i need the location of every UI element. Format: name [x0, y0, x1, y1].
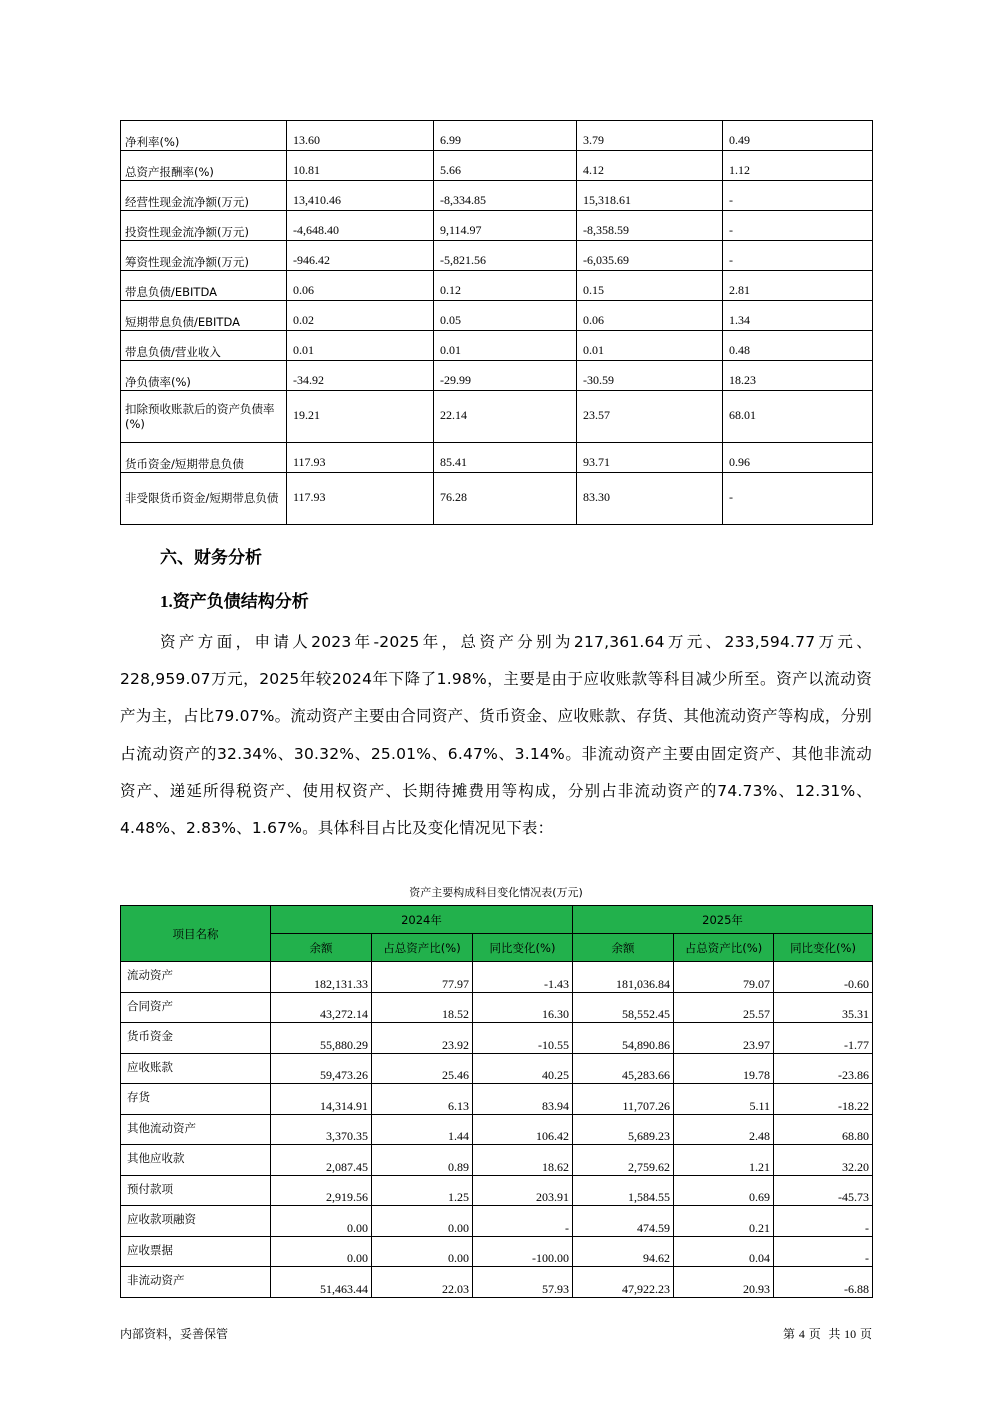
asset-value: 2,087.45 — [271, 1145, 372, 1176]
asset-value: 0.69 — [674, 1175, 774, 1206]
asset-value: -18.22 — [774, 1084, 873, 1115]
asset-value: 40.25 — [473, 1053, 573, 1084]
ratio-label: 净利率(%) — [121, 121, 287, 151]
asset-item-name: 预付款项 — [121, 1175, 271, 1206]
asset-value: -1.43 — [473, 962, 573, 993]
asset-value: 94.62 — [573, 1236, 674, 1267]
asset-analysis-paragraph: 资产方面，申请人2023年-2025年，总资产分别为217,361.64万元、233,594.77万元、228,959.07万元，2025年较2024年下降了1.98%，主要是由于应收账款等科目减少所至。资产以流动资产为主，占比79.07%。流动资产主要由合同资产、货币资金、应收账款、存货、其他流动资产等构成，分别占流动资产的32.34%、30.32%、25.01%、6.47%、3.14%。非流动资产主要由固定资产、其他非流动资产、递延所得税资产、使用权资产、长期待摊费用等构成，分别占非流动资产的74.73%、12.31%、4.48%、2.83%、1.67%。具体科目占比及变化情况见下表： — [120, 633, 872, 838]
asset-value: -100.00 — [473, 1236, 573, 1267]
ratio-label: 总资产报酬率(%) — [121, 151, 287, 181]
ratio-value: -8,334.85 — [434, 181, 577, 211]
asset-item-name: 应收账款 — [121, 1053, 271, 1084]
asset-value: - — [774, 1206, 873, 1237]
ratio-value: 0.01 — [434, 331, 577, 361]
ratio-value: 13,410.46 — [287, 181, 434, 211]
asset-item-name: 应收款项融资 — [121, 1206, 271, 1237]
header-yoy: 同比变化(%) — [473, 934, 573, 962]
asset-item-name: 其他流动资产 — [121, 1114, 271, 1145]
ratio-value: -30.59 — [577, 361, 723, 391]
financial-ratio-table — [120, 120, 873, 525]
ratio-value: -29.99 — [434, 361, 577, 391]
asset-table-header — [121, 906, 873, 962]
ratio-value: -6,035.69 — [577, 241, 723, 271]
ratio-value: 2.81 — [723, 271, 873, 301]
table-row — [121, 301, 873, 331]
asset-value: -1.77 — [774, 1023, 873, 1054]
header-yoy: 同比变化(%) — [774, 934, 873, 962]
ratio-value: 1.12 — [723, 151, 873, 181]
ratio-value: 0.05 — [434, 301, 577, 331]
ratio-value: -4,648.40 — [287, 211, 434, 241]
asset-value: 55,880.29 — [271, 1023, 372, 1054]
financial-ratio-table-body — [121, 121, 873, 525]
ratio-value: 76.28 — [434, 473, 577, 525]
asset-item-name: 非流动资产 — [121, 1267, 271, 1298]
header-balance: 余额 — [573, 934, 674, 962]
table-row — [121, 1053, 873, 1084]
asset-item-name: 应收票据 — [121, 1236, 271, 1267]
ratio-label: 经营性现金流净额(万元) — [121, 181, 287, 211]
table-row — [121, 361, 873, 391]
asset-value: -23.86 — [774, 1053, 873, 1084]
asset-value: -0.60 — [774, 962, 873, 993]
ratio-value: -5,821.56 — [434, 241, 577, 271]
asset-value: 203.91 — [473, 1175, 573, 1206]
table-row — [121, 271, 873, 301]
ratio-label: 筹资性现金流净额(万元) — [121, 241, 287, 271]
table-row — [121, 1145, 873, 1176]
asset-value: 182,131.33 — [271, 962, 372, 993]
ratio-value: 0.06 — [577, 301, 723, 331]
asset-item-name: 合同资产 — [121, 992, 271, 1023]
ratio-value: 0.01 — [287, 331, 434, 361]
asset-value: 16.30 — [473, 992, 573, 1023]
ratio-value: 3.79 — [577, 121, 723, 151]
subsection-heading — [160, 587, 309, 612]
ratio-value: 13.60 — [287, 121, 434, 151]
table-row — [121, 443, 873, 473]
footer-confidential-note: 内部资料，妥善保管 — [120, 1327, 229, 1341]
ratio-value: 85.41 — [434, 443, 577, 473]
ratio-value: - — [723, 473, 873, 525]
ratio-value: 0.06 — [287, 271, 434, 301]
asset-value: 47,922.23 — [573, 1267, 674, 1298]
ratio-value: 0.15 — [577, 271, 723, 301]
header-year-2025: 2025年 — [573, 906, 873, 934]
ratio-label: 带息负债/营业收入 — [121, 331, 287, 361]
ratio-value: 0.12 — [434, 271, 577, 301]
ratio-label: 投资性现金流净额(万元) — [121, 211, 287, 241]
ratio-value: - — [723, 211, 873, 241]
table-row — [121, 151, 873, 181]
ratio-value: 5.66 — [434, 151, 577, 181]
table-row — [121, 211, 873, 241]
ratio-value: 10.81 — [287, 151, 434, 181]
asset-value: 106.42 — [473, 1114, 573, 1145]
asset-value: 57.93 — [473, 1267, 573, 1298]
ratio-label: 扣除预收账款后的资产负债率(%) — [121, 391, 287, 443]
asset-value: 18.52 — [372, 992, 473, 1023]
asset-value: 43,272.14 — [271, 992, 372, 1023]
ratio-value: 0.48 — [723, 331, 873, 361]
table-row — [121, 391, 873, 443]
table-row — [121, 121, 873, 151]
ratio-value: 0.02 — [287, 301, 434, 331]
table-row — [121, 1175, 873, 1206]
asset-item-name: 其他应收款 — [121, 1145, 271, 1176]
ratio-value: 0.96 — [723, 443, 873, 473]
asset-value: 6.13 — [372, 1084, 473, 1115]
asset-value: 83.94 — [473, 1084, 573, 1115]
asset-item-name: 货币资金 — [121, 1023, 271, 1054]
asset-value: 79.07 — [674, 962, 774, 993]
asset-value: 5.11 — [674, 1084, 774, 1115]
asset-value: 59,473.26 — [271, 1053, 372, 1084]
table-row — [121, 1236, 873, 1267]
asset-value: 18.62 — [473, 1145, 573, 1176]
asset-value: -10.55 — [473, 1023, 573, 1054]
ratio-value: 0.01 — [577, 331, 723, 361]
table-row — [121, 181, 873, 211]
asset-value: 32.20 — [774, 1145, 873, 1176]
asset-value: 25.46 — [372, 1053, 473, 1084]
ratio-value: 19.21 — [287, 391, 434, 443]
ratio-value: 4.12 — [577, 151, 723, 181]
asset-value: 25.57 — [674, 992, 774, 1023]
ratio-value: 1.34 — [723, 301, 873, 331]
asset-value: 2.48 — [674, 1114, 774, 1145]
page-prefix: 第 — [783, 1327, 796, 1341]
asset-value: 0.89 — [372, 1145, 473, 1176]
asset-value: 45,283.66 — [573, 1053, 674, 1084]
table-row — [121, 1114, 873, 1145]
asset-value: 474.59 — [573, 1206, 674, 1237]
asset-value: 11,707.26 — [573, 1084, 674, 1115]
header-share: 占总资产比(%) — [372, 934, 473, 962]
ratio-label: 货币资金/短期带息负债 — [121, 443, 287, 473]
asset-value: 0.00 — [372, 1206, 473, 1237]
header-item-name: 项目名称 — [121, 906, 271, 962]
asset-value: 58,552.45 — [573, 992, 674, 1023]
ratio-label: 带息负债/EBITDA — [121, 271, 287, 301]
asset-value: 19.78 — [674, 1053, 774, 1084]
asset-value: 1.44 — [372, 1114, 473, 1145]
asset-value: 23.92 — [372, 1023, 473, 1054]
page-current: 4 — [798, 1327, 805, 1341]
asset-value: 1,584.55 — [573, 1175, 674, 1206]
header-balance: 余额 — [271, 934, 372, 962]
ratio-label: 净负债率(%) — [121, 361, 287, 391]
asset-value: 2,919.56 — [271, 1175, 372, 1206]
table-row — [121, 473, 873, 525]
asset-value: 0.21 — [674, 1206, 774, 1237]
table-row — [121, 1206, 873, 1237]
asset-value: 77.97 — [372, 962, 473, 993]
asset-composition-table — [120, 905, 873, 1298]
asset-value: 0.00 — [271, 1236, 372, 1267]
asset-value: 35.31 — [774, 992, 873, 1023]
asset-value: 14,314.91 — [271, 1084, 372, 1115]
ratio-value: 15,318.61 — [577, 181, 723, 211]
ratio-value: - — [723, 181, 873, 211]
table-caption: 资产主要构成科目变化情况表(万元) — [409, 886, 583, 899]
ratio-value: 18.23 — [723, 361, 873, 391]
table-row — [121, 962, 873, 993]
asset-item-name: 存货 — [121, 1084, 271, 1115]
ratio-value: 68.01 — [723, 391, 873, 443]
asset-value: -6.88 — [774, 1267, 873, 1298]
asset-value: 22.03 — [372, 1267, 473, 1298]
asset-table-body — [121, 962, 873, 1298]
asset-value: 0.00 — [372, 1236, 473, 1267]
asset-value: 54,890.86 — [573, 1023, 674, 1054]
ratio-value: 0.49 — [723, 121, 873, 151]
ratio-value: -34.92 — [287, 361, 434, 391]
asset-value: 1.21 — [674, 1145, 774, 1176]
ratio-value: 117.93 — [287, 443, 434, 473]
asset-value: 5,689.23 — [573, 1114, 674, 1145]
table-row — [121, 331, 873, 361]
ratio-value: 23.57 — [577, 391, 723, 443]
table-row — [121, 241, 873, 271]
ratio-label: 短期带息负债/EBITDA — [121, 301, 287, 331]
asset-value: 2,759.62 — [573, 1145, 674, 1176]
table-row — [121, 1267, 873, 1298]
asset-value: - — [774, 1236, 873, 1267]
page-mid: 页 共 — [808, 1327, 841, 1341]
ratio-value: -946.42 — [287, 241, 434, 271]
table-row — [121, 992, 873, 1023]
ratio-value: -8,358.59 — [577, 211, 723, 241]
asset-value: 1.25 — [372, 1175, 473, 1206]
asset-value: 0.00 — [271, 1206, 372, 1237]
page-suffix: 页 — [859, 1327, 872, 1341]
asset-value: 3,370.35 — [271, 1114, 372, 1145]
asset-value: 181,036.84 — [573, 962, 674, 993]
asset-item-name: 流动资产 — [121, 962, 271, 993]
ratio-value: 117.93 — [287, 473, 434, 525]
subsection-number: 1. — [160, 592, 173, 611]
section-heading: 六、财务分析 — [160, 548, 262, 568]
ratio-value: 83.30 — [577, 473, 723, 525]
asset-value: 23.97 — [674, 1023, 774, 1054]
ratio-value: 6.99 — [434, 121, 577, 151]
ratio-value: - — [723, 241, 873, 271]
asset-value: 20.93 — [674, 1267, 774, 1298]
subsection-title: 资产负债结构分析 — [172, 592, 309, 612]
footer-page-number — [783, 1325, 872, 1342]
asset-value: - — [473, 1206, 573, 1237]
table-row — [121, 1084, 873, 1115]
asset-value: 68.80 — [774, 1114, 873, 1145]
header-year-2024: 2024年 — [271, 906, 573, 934]
ratio-value: 9,114.97 — [434, 211, 577, 241]
asset-value: -45.73 — [774, 1175, 873, 1206]
page-total: 10 — [844, 1327, 857, 1341]
asset-value: 51,463.44 — [271, 1267, 372, 1298]
ratio-label: 非受限货币资金/短期带息负债 — [121, 473, 287, 525]
asset-value: 0.04 — [674, 1236, 774, 1267]
ratio-value: 22.14 — [434, 391, 577, 443]
ratio-value: 93.71 — [577, 443, 723, 473]
table-row — [121, 1023, 873, 1054]
header-share: 占总资产比(%) — [674, 934, 774, 962]
